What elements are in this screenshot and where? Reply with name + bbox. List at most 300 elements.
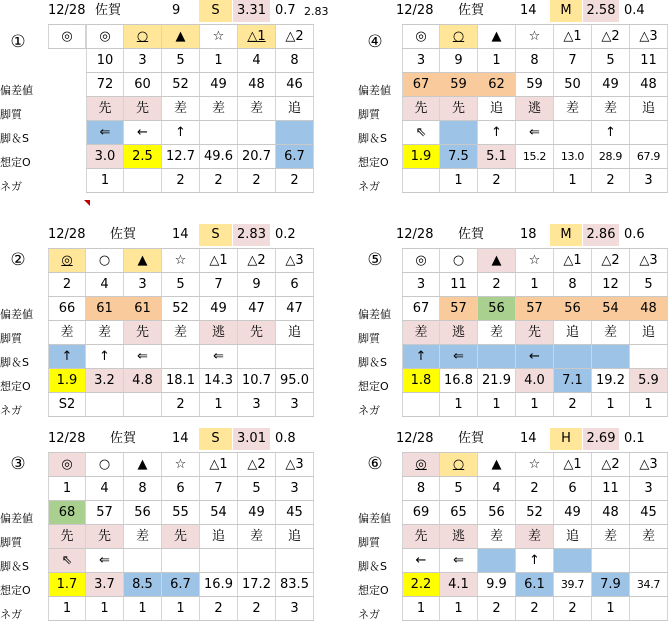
mark-cell: △1 [554, 453, 592, 476]
arrow-cell [238, 549, 276, 572]
label-dev: 偏差値 [0, 512, 33, 525]
race-number: ③ [10, 454, 26, 474]
mark-cell: △2 [238, 453, 276, 476]
nega-cell: 1 [124, 597, 162, 620]
odds-cell: 5.1 [478, 145, 516, 168]
mark-cell: ◎ [48, 25, 86, 48]
dev-cell: 55 [162, 501, 200, 524]
dev-cell: 49 [200, 297, 238, 320]
style-cell: 逃 [440, 525, 478, 548]
label-arrow: 脚＆S [0, 356, 29, 369]
label-arrow: 脚＆S [358, 132, 387, 145]
number-cell: 3 [402, 49, 440, 72]
style-cell: 先 [86, 525, 124, 548]
arrow-cell: ⇐ [516, 121, 554, 144]
odds-cell: 4.0 [516, 369, 554, 392]
style-cell: 追 [276, 321, 314, 344]
style-cell: 逃 [440, 321, 478, 344]
mark-cell: △3 [630, 249, 668, 272]
mark-cell: △2 [592, 249, 630, 272]
dev-cell: 59 [516, 73, 554, 96]
race-date: 12/28 [48, 3, 86, 18]
dev-cell: 49 [554, 501, 592, 524]
marks-row [48, 248, 314, 273]
number-cell: 8 [554, 273, 592, 296]
nega-cell: 1 [48, 597, 86, 620]
style-row [48, 525, 314, 549]
dev-cell: 48 [630, 297, 668, 320]
odds-cell: 8.5 [124, 573, 162, 596]
odds-cell: 7.1 [554, 369, 592, 392]
number-cell: 5 [440, 477, 478, 500]
race-panel-4 [358, 0, 672, 208]
mark-cell: ☆ [516, 453, 554, 476]
style-cell: 先 [402, 525, 440, 548]
style-cell: 差 [554, 97, 592, 120]
mark-cell: ▲ [478, 453, 516, 476]
number-cell: 5 [162, 273, 200, 296]
style-row [48, 321, 314, 345]
arrow-cell: ↑ [402, 345, 440, 368]
dev-cell: 47 [238, 297, 276, 320]
odds-cell: 9.9 [478, 573, 516, 596]
nega-cell: 3 [630, 169, 668, 192]
nega-cell: 2 [238, 169, 276, 192]
extra2: 2.83 [304, 5, 329, 18]
dev-cell: 49 [592, 73, 630, 96]
label-dev: 偏差値 [358, 308, 391, 321]
dev-cell: 49 [238, 501, 276, 524]
arrow-cell: ⇖ [402, 121, 440, 144]
label-dev: 偏差値 [358, 512, 391, 525]
mark-cell: ☆ [162, 453, 200, 476]
odds-row [48, 573, 314, 597]
style-cell: 先 [48, 525, 86, 548]
dev-cell: 69 [402, 501, 440, 524]
odds-cell: 17.2 [238, 573, 276, 596]
odds-cell: 1.7 [48, 573, 86, 596]
race-number: ① [10, 32, 26, 52]
label-odds: 想定O [0, 380, 31, 393]
odds-row [48, 369, 314, 393]
style-cell: 差 [238, 97, 276, 120]
score: 2.86 [583, 224, 619, 246]
dev-cell: 48 [238, 73, 276, 96]
arrow-cell [630, 121, 668, 144]
marks-row [402, 452, 668, 477]
dev-cell: 57 [516, 297, 554, 320]
arrow-cell: ⇐ [86, 549, 124, 572]
arrow-cell: ← [124, 121, 162, 144]
style-cell: 先 [402, 97, 440, 120]
mark-cell: ▲ [162, 25, 200, 48]
dev-cell: 54 [200, 501, 238, 524]
score: 3.01 [233, 428, 270, 450]
odds-cell: 16.8 [440, 369, 478, 392]
label-odds: 想定O [358, 380, 389, 393]
extra1: 0.4 [624, 3, 645, 18]
label-odds: 想定O [358, 584, 389, 597]
odds-cell: 28.9 [592, 145, 630, 168]
style-cell: 差 [478, 321, 516, 344]
style-cell: 差 [238, 525, 276, 548]
nega-cell [124, 169, 162, 192]
field-size: 14 [172, 227, 189, 242]
numbers-row [48, 273, 314, 297]
nega-row [48, 393, 314, 417]
dev-row [86, 73, 314, 97]
number-cell: 8 [402, 477, 440, 500]
race-date: 12/28 [396, 431, 434, 446]
arrow-cell: ⇐ [440, 345, 478, 368]
odds-cell: 5.9 [630, 369, 668, 392]
arrow-cell [630, 345, 668, 368]
nega-cell: 3 [276, 597, 314, 620]
style-cell: 追 [478, 97, 516, 120]
number-cell: 12 [592, 273, 630, 296]
table-grid [48, 452, 314, 621]
race-panel-5 [358, 224, 672, 432]
dev-row [48, 297, 314, 321]
mark-cell: △1 [200, 249, 238, 272]
nega-cell: 1 [592, 393, 630, 416]
style-row [402, 97, 668, 121]
number-cell: 9 [440, 49, 478, 72]
extra1: 0.6 [624, 227, 645, 242]
style-cell: 差 [162, 97, 200, 120]
label-nega: ネガ [358, 404, 380, 417]
style-cell: 先 [238, 321, 276, 344]
mark-cell: △1 [238, 25, 276, 48]
label-arrow: 脚＆S [0, 132, 29, 145]
nega-cell: 1 [162, 597, 200, 620]
arrow-cell [162, 345, 200, 368]
style-cell: 追 [554, 321, 592, 344]
mark-cell: ◎ [86, 25, 124, 48]
panel-header [0, 224, 314, 246]
odds-cell: 1.9 [402, 145, 440, 168]
label-arrow: 脚＆S [358, 560, 387, 573]
label-nega: ネガ [0, 608, 22, 621]
nega-cell: 1 [86, 597, 124, 620]
venue: 佐賀 [110, 431, 137, 446]
nega-cell: S2 [48, 393, 86, 416]
label-nega: ネガ [358, 608, 380, 621]
nega-cell [86, 393, 124, 416]
odds-cell: 34.7 [630, 573, 668, 596]
nega-cell: 2 [554, 597, 592, 620]
venue: 佐賀 [458, 431, 485, 446]
arrow-cell [554, 549, 592, 572]
dev-cell: 49 [200, 73, 238, 96]
mark-cell: ◎ [48, 453, 86, 476]
nega-cell: 2 [162, 393, 200, 416]
dev-row [402, 501, 668, 525]
dev-cell: 45 [630, 501, 668, 524]
table-grid [86, 24, 314, 193]
field-size: 14 [172, 431, 189, 446]
label-style: 脚質 [358, 332, 380, 345]
dev-cell: 48 [630, 73, 668, 96]
race-date: 12/28 [48, 227, 86, 242]
mark-cell: ○ [440, 453, 478, 476]
nega-cell: 1 [440, 393, 478, 416]
odds-cell: 49.6 [200, 145, 238, 168]
number-cell: 5 [630, 273, 668, 296]
mark-cell: △3 [276, 453, 314, 476]
score: 2.69 [583, 428, 619, 450]
dev-cell: 47 [276, 297, 314, 320]
nega-cell: 1 [402, 597, 440, 620]
style-cell: 差 [162, 321, 200, 344]
odds-cell: 20.7 [238, 145, 276, 168]
extra1: 0.8 [275, 431, 296, 446]
venue: 佐賀 [95, 3, 122, 18]
extra1: 0.7 [275, 3, 296, 18]
odds-cell: 15.2 [516, 145, 554, 168]
nega-cell: 1 [554, 169, 592, 192]
number-cell: 11 [440, 273, 478, 296]
field-size: 9 [172, 3, 181, 18]
nega-cell: 2 [516, 597, 554, 620]
number-cell: 11 [630, 49, 668, 72]
style-cell: 差 [478, 525, 516, 548]
race-panel-1 [0, 0, 329, 208]
style-cell: 差 [200, 97, 238, 120]
marks-row [402, 248, 668, 273]
arrow-cell [440, 121, 478, 144]
odds-cell: 16.9 [200, 573, 238, 596]
style-cell: 差 [48, 321, 86, 344]
style-cell: 追 [554, 525, 592, 548]
number-cell: 8 [516, 49, 554, 72]
style-row [402, 525, 668, 549]
nega-cell: 2 [162, 169, 200, 192]
odds-cell: 3.2 [86, 369, 124, 392]
mark-cell: ☆ [200, 25, 238, 48]
style-cell: 差 [592, 97, 630, 120]
field-size: 14 [520, 431, 537, 446]
mark-cell: ▲ [124, 249, 162, 272]
odds-cell: 1.9 [48, 369, 86, 392]
style-cell: 先 [124, 321, 162, 344]
arrow-cell: ⇐ [86, 121, 124, 144]
nega-row [402, 597, 668, 621]
odds-cell: 83.5 [276, 573, 314, 596]
odds-row [402, 145, 668, 169]
number-cell: 1 [200, 49, 238, 72]
mark-cell: △2 [592, 453, 630, 476]
dev-cell: 67 [402, 73, 440, 96]
style-cell: 逃 [200, 321, 238, 344]
number-cell: 4 [86, 273, 124, 296]
arrow-cell [276, 549, 314, 572]
table-grid [402, 452, 668, 621]
number-cell: 6 [276, 273, 314, 296]
rank-badge: S [199, 0, 232, 22]
number-cell: 5 [162, 49, 200, 72]
label-style: 脚質 [0, 108, 22, 121]
nega-cell: 1 [440, 597, 478, 620]
number-cell: 11 [592, 477, 630, 500]
extra1: 0.2 [275, 227, 296, 242]
number-cell: 7 [200, 477, 238, 500]
arrow-cell [554, 121, 592, 144]
style-cell: 差 [592, 321, 630, 344]
label-arrow: 脚＆S [0, 560, 29, 573]
arrow-cell [592, 345, 630, 368]
number-cell: 4 [478, 477, 516, 500]
arrow-cell [554, 345, 592, 368]
style-cell: 追 [276, 97, 314, 120]
number-cell: 10 [86, 49, 124, 72]
style-cell: 先 [124, 97, 162, 120]
mark-cell: ☆ [162, 249, 200, 272]
score: 2.83 [233, 224, 270, 246]
mark-cell: △1 [200, 453, 238, 476]
dev-row [402, 73, 668, 97]
venue: 佐賀 [458, 3, 485, 18]
numbers-row [402, 49, 668, 73]
dev-cell: 56 [554, 297, 592, 320]
style-cell: 追 [630, 321, 668, 344]
style-cell: 先 [440, 97, 478, 120]
mark-cell: ○ [86, 453, 124, 476]
mark-cell: ▲ [478, 25, 516, 48]
mark-cell: ◎ [402, 453, 440, 476]
label-nega: ネガ [358, 180, 380, 193]
nega-cell: 2 [592, 169, 630, 192]
dev-cell: 57 [440, 297, 478, 320]
nega-cell: 2 [238, 597, 276, 620]
nega-cell: 3 [238, 393, 276, 416]
nega-cell [402, 393, 440, 416]
nega-cell: 1 [200, 393, 238, 416]
mark-cell: ○ [124, 25, 162, 48]
numbers-row [402, 273, 668, 297]
numbers-row [86, 49, 314, 73]
mark-cell: △3 [630, 25, 668, 48]
panel-header [358, 428, 672, 450]
dev-cell: 61 [124, 297, 162, 320]
arrow-cell [162, 549, 200, 572]
nega-row [86, 169, 314, 193]
style-cell: 差 [86, 321, 124, 344]
arrow-row [48, 549, 314, 573]
number-cell: 9 [238, 273, 276, 296]
odds-cell: 7.5 [440, 145, 478, 168]
arrow-row [402, 549, 668, 573]
nega-cell: 1 [592, 597, 630, 620]
label-dev: 偏差値 [0, 308, 33, 321]
nega-cell: 2 [478, 597, 516, 620]
dev-cell: 46 [276, 73, 314, 96]
rank-badge: M [550, 224, 582, 246]
arrow-row [86, 121, 314, 145]
race-number: ⑤ [367, 250, 383, 270]
dev-cell: 66 [48, 297, 86, 320]
odds-cell: 7.9 [592, 573, 630, 596]
panel-header [358, 224, 672, 246]
dev-cell: 59 [440, 73, 478, 96]
style-cell: 先 [162, 525, 200, 548]
rank-badge: S [199, 428, 232, 450]
dev-cell: 68 [48, 501, 86, 524]
arrow-cell: ← [402, 549, 440, 572]
table-grid [402, 24, 668, 193]
nega-cell: 1 [86, 169, 124, 192]
number-cell: 7 [554, 49, 592, 72]
mark-cell: △3 [276, 249, 314, 272]
number-cell: 7 [200, 273, 238, 296]
arrow-cell [592, 549, 630, 572]
number-cell: 3 [402, 273, 440, 296]
table-grid [48, 248, 314, 417]
label-odds: 想定O [0, 156, 31, 169]
dev-cell: 54 [592, 297, 630, 320]
odds-cell: 13.0 [554, 145, 592, 168]
arrow-cell: ↑ [162, 121, 200, 144]
arrow-cell: ⇖ [48, 549, 86, 572]
odds-cell: 6.7 [162, 573, 200, 596]
venue: 佐賀 [110, 227, 137, 242]
number-cell: 6 [554, 477, 592, 500]
nega-cell: 2 [478, 169, 516, 192]
arrow-cell: ⇐ [440, 549, 478, 572]
mark-cell: ◎ [402, 25, 440, 48]
race-panel-6 [358, 428, 672, 636]
mark-cell: ▲ [478, 249, 516, 272]
number-cell: 2 [48, 273, 86, 296]
style-row [86, 97, 314, 121]
dev-row [48, 501, 314, 525]
dev-cell: 50 [554, 73, 592, 96]
mark-cell: ○ [440, 249, 478, 272]
odds-cell: 4.1 [440, 573, 478, 596]
numbers-row [402, 477, 668, 501]
nega-row [402, 169, 668, 193]
venue: 佐賀 [458, 227, 485, 242]
odds-row [86, 145, 314, 169]
number-cell: 3 [630, 477, 668, 500]
label-nega: ネガ [0, 404, 22, 417]
number-cell: 3 [124, 273, 162, 296]
nega-cell [124, 393, 162, 416]
odds-cell: 19.2 [592, 369, 630, 392]
odds-cell: 95.0 [276, 369, 314, 392]
label-nega: ネガ [0, 180, 22, 193]
number-cell: 4 [238, 49, 276, 72]
mark-cell: △1 [554, 25, 592, 48]
label-dev: 偏差値 [358, 84, 391, 97]
odds-cell: 2.5 [124, 145, 162, 168]
arrow-cell: ⇐ [124, 345, 162, 368]
number-cell: 8 [276, 49, 314, 72]
odds-cell: 14.3 [200, 369, 238, 392]
nega-cell: 2 [200, 597, 238, 620]
arrow-cell [478, 549, 516, 572]
nega-cell: 2 [200, 169, 238, 192]
style-cell: 追 [630, 97, 668, 120]
race-number: ⑥ [367, 454, 383, 474]
arrow-row [48, 345, 314, 369]
nega-row [48, 597, 314, 621]
number-cell: 3 [276, 477, 314, 500]
nega-cell: 2 [276, 169, 314, 192]
mark-cell: ◎ [402, 249, 440, 272]
odds-cell: 10.7 [238, 369, 276, 392]
style-cell: 差 [402, 321, 440, 344]
